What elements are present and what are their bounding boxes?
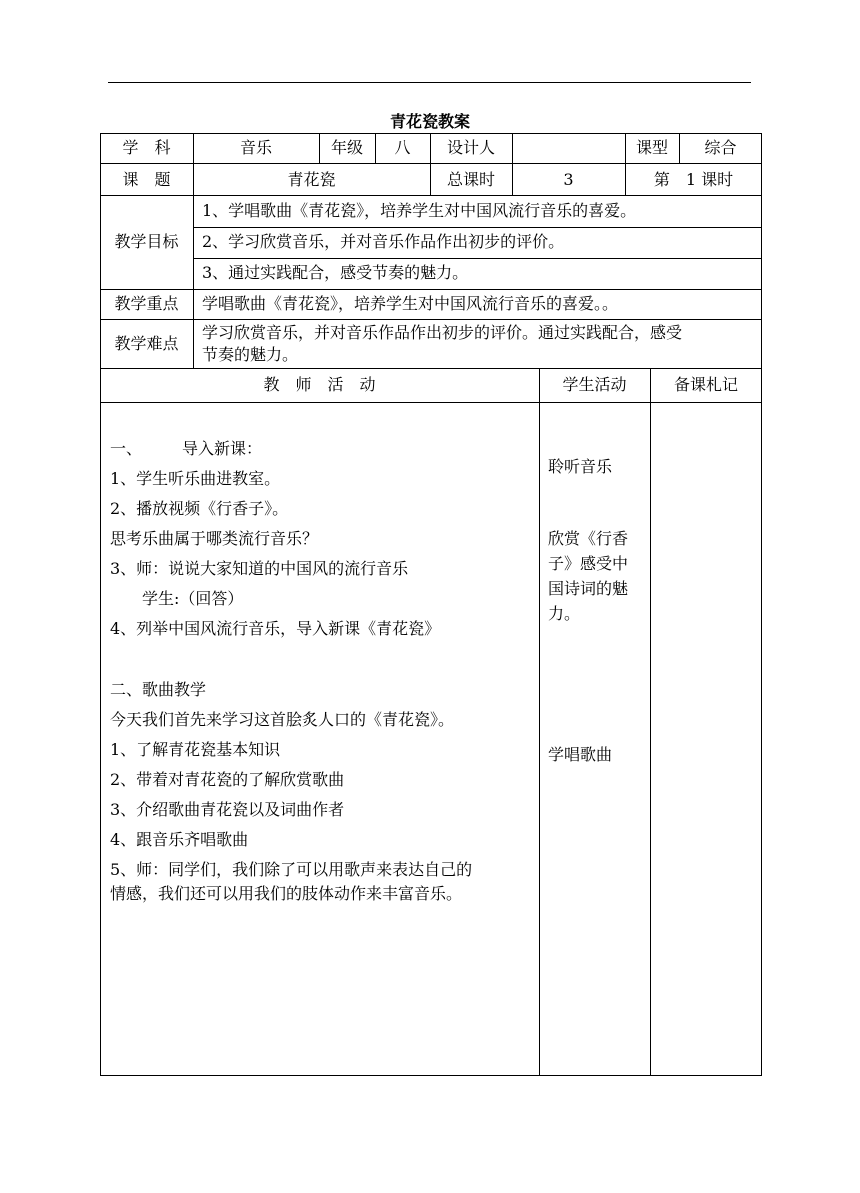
total-hours-label: 总课时 [446,170,495,189]
student-activity-item: 力。 [548,604,581,623]
row-divider [100,368,762,369]
teacher-activity-line: 3、师：说说大家知道的中国风的流行音乐 [110,559,409,578]
objective-item: 3、通过实践配合，感受节奏的魅力。 [202,263,469,282]
row-divider [100,163,762,164]
teacher-activity-line: 情感，我们还可以用我们的肢体动作来丰富音乐。 [110,884,463,903]
row-divider [193,258,762,259]
objective-item: 2、学习欣赏音乐，并对音乐作品作出初步的评价。 [202,232,565,251]
total-hours-value: 3 [563,170,574,189]
student-activity-header: 学生活动 [562,375,627,394]
difficulties-text: 节奏的魅力。 [202,345,299,364]
column-divider [539,368,540,1076]
key-points-text: 学唱歌曲《青花瓷》，培养学生对中国风流行音乐的喜爱。。 [202,294,619,313]
topic-value: 青花瓷 [287,170,336,189]
designer-label: 设计人 [446,138,495,157]
teacher-activity-line: 4、列举中国风流行音乐，导入新课《青花瓷》 [110,619,441,638]
teacher-activity-line: 一、 导入新课： [110,439,263,458]
teacher-activity-line: 今天我们首先来学习这首脍炙人口的《青花瓷》。 [110,710,455,729]
teacher-activity-line: 3、介绍歌曲青花瓷以及词曲作者 [110,800,345,819]
student-activity-item: 欣赏《行香 [548,529,629,548]
teacher-activity-line: 思考乐曲属于哪类流行音乐？ [110,529,319,548]
student-activity-item: 学唱歌曲 [548,745,613,764]
key-points-label: 教学重点 [114,294,179,313]
teacher-activity-line: 二、歌曲教学 [110,680,207,699]
teacher-activity-line: 1、了解青花瓷基本知识 [110,740,281,759]
grade-value: 八 [394,138,411,157]
teacher-activity-line: 4、跟音乐齐唱歌曲 [110,830,249,849]
type-label: 课型 [635,138,668,157]
type-value: 综合 [704,138,737,157]
teacher-activity-line: 学生:（回答） [110,589,244,608]
grade-label: 年级 [330,138,363,157]
notes-header: 备课札记 [673,375,738,394]
teacher-activity-line: 2、带着对青花瓷的了解欣赏歌曲 [110,770,345,789]
teacher-activity-line: 5、师：同学们，我们除了可以用歌声来表达自己的 [110,860,473,879]
student-activity-item: 聆听音乐 [548,457,613,476]
row-divider [100,195,762,196]
column-divider [650,368,651,1076]
column-divider [193,133,194,368]
topic-label: 课 题 [122,170,171,189]
row-divider [100,319,762,320]
row-divider [100,289,762,290]
document-title: 青花瓷教案 [389,112,470,131]
difficulties-label: 教学难点 [114,334,179,353]
period-text: 第 1 课时 [653,170,734,189]
subject-value: 音乐 [239,138,272,157]
difficulties-text: 学习欣赏音乐，并对音乐作品作出初步的评价。通过实践配合，感受 [202,323,683,342]
subject-label: 学 科 [122,138,171,157]
teacher-activity-header: 教 师 活 动 [263,375,376,394]
teacher-activity-line: 1、学生听乐曲进教室。 [110,469,281,488]
objectives-label: 教学目标 [114,232,179,251]
row-divider [193,227,762,228]
header-rule [108,82,751,83]
teacher-activity-line: 2、播放视频《行香子》。 [110,499,289,518]
student-activity-item: 子》感受中 [548,554,629,573]
objective-item: 1、学唱歌曲《青花瓷》，培养学生对中国风流行音乐的喜爱。 [202,201,637,220]
row-divider [100,402,762,403]
student-activity-item: 国诗词的魅 [548,579,629,598]
